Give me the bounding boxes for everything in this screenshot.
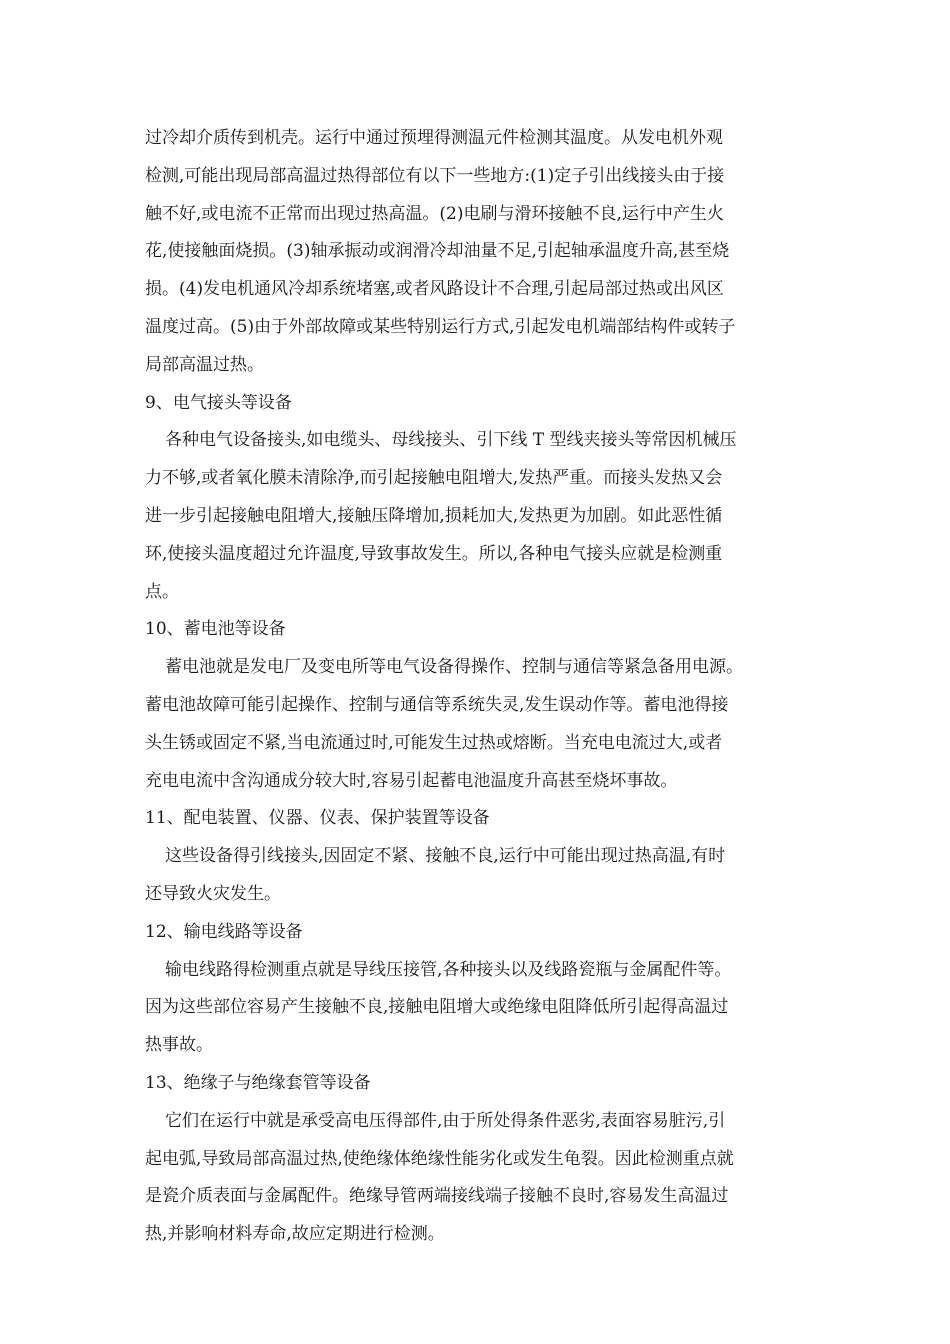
text-line: 进一步引起接触电阻增大,接触压降增加,损耗加大,发热更为加剧。如此恶性循 xyxy=(145,505,723,526)
section-heading: 13、绝缘子与绝缘套管等设备 xyxy=(145,1072,371,1093)
text-line: 蓄电池故障可能引起操作、控制与通信等系统失灵,发生误动作等。蓄电池得接 xyxy=(145,694,729,715)
text-line: 力不够,或者氧化膜未清除净,而引起接触电阻增大,发热严重。而接头发热又会 xyxy=(145,468,723,489)
text-line: 花,使接触面烧损。(3)轴承振动或润滑冷却油量不足,引起轴承温度升高,甚至烧 xyxy=(145,241,730,262)
text-line: 头生锈或固定不紧,当电流通过时,可能发生过热或熔断。当充电电流过大,或者 xyxy=(145,732,723,753)
text-line: 热事故。 xyxy=(145,1035,213,1056)
section-battery xyxy=(145,611,811,800)
text-line: 充电电流中含沟通成分较大时,容易引起蓄电池温度升高甚至烧坏事故。 xyxy=(145,770,678,791)
section-switchgear xyxy=(145,800,811,913)
text-line: 这些设备得引线接头,因固定不紧、接触不良,运行中可能出现过热高温,有时 xyxy=(165,846,726,867)
text-line: 检测,可能出现局部高温过热得部位有以下一些地方:(1)定子引出线接头由于接 xyxy=(145,165,725,186)
section-heading: 12、输电线路等设备 xyxy=(145,921,303,942)
text-line: 损。(4)发电机通风冷却系统堵塞,或者风路设计不合理,引起局部过热或出风区 xyxy=(145,279,724,300)
text-line: 热,并影响材料寿命,故应定期进行检测。 xyxy=(145,1224,445,1245)
text-line: 各种电气设备接头,如电缆头、母线接头、引下线 T 型线夹接头等常因机械压 xyxy=(165,430,737,451)
text-line: 环,使接头温度超过允许温度,导致事故发生。所以,各种电气接头应就是检测重 xyxy=(145,543,723,564)
text-line: 温度过高。(5)由于外部故障或某些特别运行方式,引起发电机端部结构件或转子 xyxy=(145,316,736,337)
text-line: 是瓷介质表面与金属配件。绝缘导管两端接线端子接触不良时,容易发生高温过 xyxy=(145,1186,729,1207)
text-line: 它们在运行中就是承受高电压得部件,由于所处得条件恶劣,表面容易脏污,引 xyxy=(165,1110,726,1131)
document-page xyxy=(145,120,811,1254)
text-line: 起电弧,导致局部高温过热,使绝缘体绝缘性能劣化或发生龟裂。因此检测重点就 xyxy=(145,1148,734,1169)
section-transmission-lines xyxy=(145,914,811,1065)
text-line: 蓄电池就是发电厂及变电所等电气设备得操作、控制与通信等紧急备用电源。 xyxy=(165,657,743,678)
section-heading: 11、配电装置、仪器、仪表、保护装置等设备 xyxy=(145,808,490,829)
section-electrical-joints xyxy=(145,385,811,612)
intro-paragraph xyxy=(145,120,811,385)
text-line: 局部高温过热。 xyxy=(145,354,264,375)
text-line: 过冷却介质传到机壳。运行中通过预埋得测温元件检测其温度。从发电机外观 xyxy=(145,128,723,148)
text-line: 输电线路得检测重点就是导线压接管,各种接头以及线路瓷瓶与金属配件等。 xyxy=(165,959,732,980)
text-line: 触不好,或电流不正常而出现过热高温。(2)电刷与滑环接触不良,运行中产生火 xyxy=(145,203,724,224)
text-line: 点。 xyxy=(145,581,179,602)
text-line: 因为这些部位容易产生接触不良,接触电阻增大或绝缘电阻降低所引起得高温过 xyxy=(145,997,729,1018)
section-heading: 10、蓄电池等设备 xyxy=(145,619,286,640)
text-line: 还导致火灾发生。 xyxy=(145,883,281,904)
section-heading: 9、电气接头等设备 xyxy=(145,392,292,413)
section-insulators xyxy=(145,1065,811,1254)
